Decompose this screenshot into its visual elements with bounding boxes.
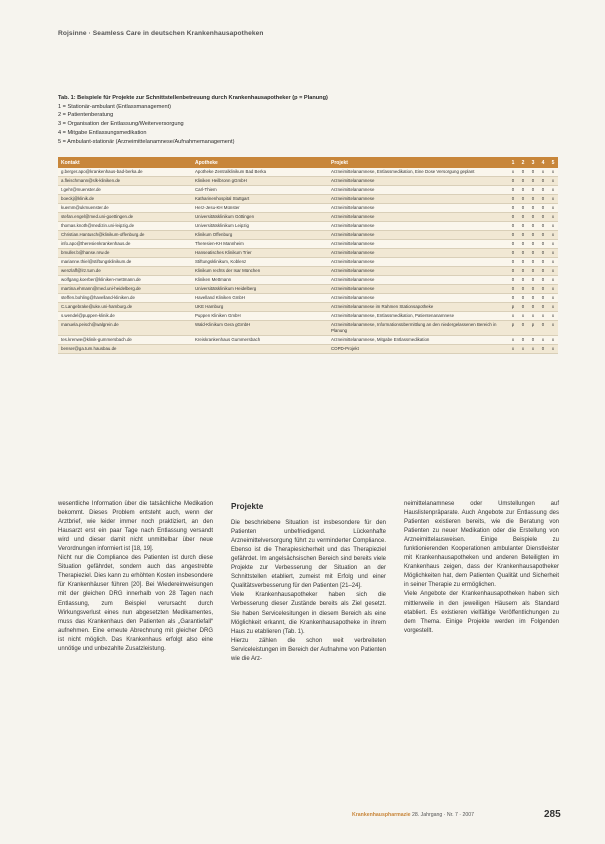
table-row bbox=[58, 267, 558, 276]
table-cell: Arzneimittelanamnese bbox=[328, 258, 508, 267]
table-cell: info.apo@theresienkrankenhaus.de bbox=[58, 240, 192, 249]
table-cell: x bbox=[548, 321, 558, 336]
table-cell: martina.ehmann@med.uni-heidelberg.de bbox=[58, 285, 192, 294]
table-cell: 0 bbox=[538, 204, 548, 213]
table-cell: 0 bbox=[508, 177, 518, 186]
column-header: 2 bbox=[518, 157, 528, 168]
table-cell: x bbox=[538, 168, 548, 177]
table-cell: 0 bbox=[528, 249, 538, 258]
column-header: 5 bbox=[548, 157, 558, 168]
table-cell: x bbox=[548, 267, 558, 276]
table-cell: boeckj@klinik.de bbox=[58, 195, 192, 204]
paragraph: Nicht nur die Compliance des Patienten ist durch diese Situation gefährdet, sondern auch das angestrebte Therapieziel. Dies kann zu erhöhten Kosten insbesondere für Krankenhäuser führen [20]. Bei Wiedereinweisungen mit der gleichen DRG innerhalb von 28 Tagen nach Entlassung, zum Beispiel verursacht durch Wirkungsverlust eines nun abgesetzten Medikamentes, muss das Krankenhaus den Patienten als „Garantiefall“ aufnehmen. Eine erneute Abrechnung mit gleicher DRG ist nicht möglich. Das Krankenhaus erfolgt also eine unnötige und unbezahlte Zusatzleistung. bbox=[58, 555, 213, 652]
table-cell: x bbox=[548, 186, 558, 195]
table-cell: x bbox=[528, 312, 538, 321]
table-caption bbox=[58, 94, 558, 146]
table-cell: Herz-Jesu-KH Münster bbox=[192, 204, 328, 213]
table-cell: s.wendel@puppen-klinik.de bbox=[58, 312, 192, 321]
table-cell: 0 bbox=[518, 294, 528, 303]
table-cell: 0 bbox=[528, 177, 538, 186]
table-cell: 0 bbox=[528, 303, 538, 312]
text-column-1 bbox=[58, 500, 213, 654]
table-cell: x bbox=[548, 276, 558, 285]
table-cell: 0 bbox=[528, 267, 538, 276]
table-cell: benser@ga.tum.hausbau.de bbox=[58, 345, 192, 354]
paragraph: neimittelanamnese oder Umstellungen auf Hauslistenpräparate. Auch Angebote zur Entlassung des Patienten existieren bereits, wie die Beratung von Patienten zu neuer Medikation oder die Erstellung von Arzneimittelausweisen. Einige Beispiele zu funktionierenden Kooperationen ambulanter Dienstleister mit Krankenhausapotheken und anderen Beteiligten im Krankenhaus zeigen, dass der Krankenhausapotheker Möglichkeiten hat, dem Patienten Qualität und Sicherheit in seiner Therapie zu ermöglichen. bbox=[404, 501, 559, 589]
table-row bbox=[58, 336, 558, 345]
table-cell: bmuller.b@hanse.nrw.de bbox=[58, 249, 192, 258]
table-cell: x bbox=[548, 195, 558, 204]
table-cell: 0 bbox=[518, 213, 528, 222]
table-row bbox=[58, 285, 558, 294]
table-cell: Universitätsklinikum Göttingen bbox=[192, 213, 328, 222]
table-cell: 0 bbox=[538, 213, 548, 222]
table-cell: 0 bbox=[528, 186, 538, 195]
table-cell: tes.krenwe@klinik-gummersbach.de bbox=[58, 336, 192, 345]
table-cell: 0 bbox=[538, 240, 548, 249]
table-cell: Arzneimittelanamnese bbox=[328, 267, 508, 276]
legend-line: 3 = Organisation der Entlassung/Weiterversorgung bbox=[58, 121, 184, 128]
table-cell: 0 bbox=[538, 321, 548, 336]
table-cell: 0 bbox=[508, 204, 518, 213]
table-cell: 0 bbox=[508, 249, 518, 258]
table-cell: Arzneimittelanamnese bbox=[328, 186, 508, 195]
table-cell: x bbox=[548, 336, 558, 345]
table-cell: 0 bbox=[518, 195, 528, 204]
legend-line: 4 = Mitgabe Entlassungsmedikation bbox=[58, 129, 147, 136]
text-column-2 bbox=[231, 500, 386, 664]
table-cell: Arzneimittelanamnese, Informationsübermittlung an den niedergelassenen Bereich in Planung bbox=[328, 321, 508, 336]
table-cell: x bbox=[548, 177, 558, 186]
table-cell: 0 bbox=[518, 276, 528, 285]
table-cell: Arzneimittelanamnese bbox=[328, 204, 508, 213]
table-cell: 0 bbox=[518, 177, 528, 186]
table-row bbox=[58, 258, 558, 267]
table-row bbox=[58, 240, 558, 249]
paragraph: Die beschriebene Situation ist insbesondere für den Patienten unbefriedigend. Lückenhafte Arzneimittelversorgung führt zu verminderter Compliance. Ebenso ist die Therapiesicherheit und das Therapieziel gefährdet. Im angelsächsischen Bereich sind bereits viele Projekte zur Verbesserung der Situation an der Schnittstellen etabliert, zumeist mit Erfolg und einer Qualitätsverbesserung für den Patienten [21–24]. bbox=[231, 520, 386, 590]
table-cell: 0 bbox=[518, 285, 528, 294]
table-cell: 0 bbox=[538, 276, 548, 285]
column-header: Apotheke bbox=[192, 157, 328, 168]
table-cell: Arzneimittelanamnese bbox=[328, 177, 508, 186]
table-cell: Arzneimittelanamnese, Entlassmedikation, Eine Dose Versorgung geplant bbox=[328, 168, 508, 177]
table-cell: wenzlaff@lrz.tum.de bbox=[58, 267, 192, 276]
table-cell: 0 bbox=[538, 285, 548, 294]
table-cell: 0 bbox=[508, 195, 518, 204]
table-cell: 0 bbox=[508, 294, 518, 303]
table-row bbox=[58, 312, 558, 321]
table-cell: thomas.knoth@medizin.uni-leipzig.de bbox=[58, 222, 192, 231]
running-header: Rojsinne · Seamless Care in deutschen Krankenhausapotheken bbox=[58, 30, 264, 37]
table-cell: C.Langebrake@uke.uni-hamburg.de bbox=[58, 303, 192, 312]
text-column-3 bbox=[404, 500, 559, 636]
table-cell: COPD-Projekt bbox=[328, 345, 508, 354]
table-cell: p bbox=[528, 321, 538, 336]
table-title: Tab. 1: Beispiele für Projekte zur Schnittstellenbetreuung durch Krankenhausapotheker (p = Planung) bbox=[58, 95, 328, 101]
table-row bbox=[58, 195, 558, 204]
table-cell: 0 bbox=[528, 276, 538, 285]
column-header: 1 bbox=[508, 157, 518, 168]
table-cell: 0 bbox=[518, 336, 528, 345]
table-cell: 0 bbox=[538, 303, 548, 312]
projects-table bbox=[58, 157, 558, 354]
table-cell bbox=[192, 345, 328, 354]
table-cell: 0 bbox=[518, 231, 528, 240]
table-cell: Carl-Thiem bbox=[192, 186, 328, 195]
paragraph: Viele Angebote der Krankenhausapotheken haben sich mittlerweile in den jeweiligen Häusern als Standard etabliert. Es existieren vielfältige Veröffentlichungen zu dem Thema. Einige Projekte werden im Folgenden vorgestellt. bbox=[404, 591, 559, 634]
table-cell: Kliniken Heilbronn gGmbH bbox=[192, 177, 328, 186]
table-cell: 0 bbox=[538, 231, 548, 240]
table-cell: 0 bbox=[538, 177, 548, 186]
table-cell: 0 bbox=[508, 285, 518, 294]
table-cell: x bbox=[518, 345, 528, 354]
table-cell: 0 bbox=[528, 336, 538, 345]
table-cell: x bbox=[548, 213, 558, 222]
legend-line: 5 = Ambulant-stationär (Arzneimittelanamnese/Aufnahmemanagement) bbox=[58, 138, 235, 145]
table-cell: t.gehr@muenster.de bbox=[58, 186, 192, 195]
table-cell: x bbox=[548, 204, 558, 213]
table-cell: 0 bbox=[528, 294, 538, 303]
table-cell: Kliniken Mettmann bbox=[192, 276, 328, 285]
table-cell: Arzneimittelanamnese bbox=[328, 276, 508, 285]
table-cell: x bbox=[538, 336, 548, 345]
table-cell: 0 bbox=[528, 258, 538, 267]
table-cell: x bbox=[548, 258, 558, 267]
section-heading-projekte: Projekte bbox=[231, 502, 264, 511]
table-cell: UKE Hamburg bbox=[192, 303, 328, 312]
table-cell: 0 bbox=[508, 186, 518, 195]
table-cell: x bbox=[508, 345, 518, 354]
paragraph: wesentliche Information über die tatsächliche Medikation bekommt. Dieses Problem entsteht auch, wenn der Arztbrief, wie leider immer noch praktiziert, an den Hausarzt erst ein paar Tage nach Entlassung versandt wird und dieser damit nicht unmittelbar über neue Verordnungen informiert ist [18, 19]. bbox=[58, 501, 213, 553]
table-cell: 0 bbox=[528, 213, 538, 222]
page-footer bbox=[352, 809, 562, 820]
table-cell: 0 bbox=[528, 204, 538, 213]
table-row bbox=[58, 168, 558, 177]
table-cell: 0 bbox=[538, 195, 548, 204]
table-cell: 0 bbox=[528, 195, 538, 204]
table-row bbox=[58, 294, 558, 303]
table-cell: 0 bbox=[508, 213, 518, 222]
table-cell: 0 bbox=[528, 222, 538, 231]
journal-name: Krankenhauspharmazie bbox=[352, 812, 411, 818]
table-cell: x bbox=[518, 312, 528, 321]
table-cell: 0 bbox=[518, 168, 528, 177]
column-header: 3 bbox=[528, 157, 538, 168]
column-header: Kontakt bbox=[58, 157, 192, 168]
table-cell: Arzneimittelanamnese bbox=[328, 231, 508, 240]
table-cell: manuela.peisch@walgrein.de bbox=[58, 321, 192, 336]
table-cell: 0 bbox=[538, 345, 548, 354]
table-cell: Arzneimittelanamnese bbox=[328, 213, 508, 222]
table-cell: 0 bbox=[508, 258, 518, 267]
table-cell: x bbox=[548, 249, 558, 258]
table-cell: x bbox=[508, 336, 518, 345]
table-cell: Arzneimittelanamnese bbox=[328, 285, 508, 294]
table-row bbox=[58, 345, 558, 354]
table-cell: Arzneimittelanamnese im Rahmen Stationsapotheke bbox=[328, 303, 508, 312]
table-cell: Arzneimittelanamnese bbox=[328, 249, 508, 258]
table-body bbox=[58, 168, 558, 354]
page-number: 285 bbox=[544, 809, 561, 820]
table-cell: p bbox=[508, 321, 518, 336]
table-row bbox=[58, 186, 558, 195]
table-cell: Arzneimittelanamnese, Mitgabe Entlassmedikation bbox=[328, 336, 508, 345]
table-cell: 0 bbox=[518, 249, 528, 258]
table-cell: 0 bbox=[508, 231, 518, 240]
table-cell: x bbox=[548, 168, 558, 177]
table-row bbox=[58, 303, 558, 312]
table-cell: Arzneimittelanamnese bbox=[328, 195, 508, 204]
table-cell: 0 bbox=[528, 231, 538, 240]
table-cell: 0 bbox=[508, 267, 518, 276]
table-cell: Arzneimittelanamnese bbox=[328, 240, 508, 249]
table-cell: x bbox=[508, 312, 518, 321]
table-cell: 0 bbox=[518, 222, 528, 231]
table-cell: 0 bbox=[518, 303, 528, 312]
table-cell: g.berger.apo@krankenhaus-bad-berka.de bbox=[58, 168, 192, 177]
table-cell: Apotheke Zentralklinikum Bad Berka bbox=[192, 168, 328, 177]
table-cell: Arzneimittelanamnese bbox=[328, 222, 508, 231]
table-row bbox=[58, 222, 558, 231]
table-legend bbox=[58, 103, 558, 147]
table-cell: Klinikum Offenburg bbox=[192, 231, 328, 240]
table-cell: 0 bbox=[508, 276, 518, 285]
table-cell: 0 bbox=[538, 258, 548, 267]
table-cell: Kreiskrankenhaus Gummersbach bbox=[192, 336, 328, 345]
table-cell: x bbox=[508, 168, 518, 177]
table-cell: 0 bbox=[508, 240, 518, 249]
table-cell: x bbox=[548, 312, 558, 321]
table-cell: Stiftungsklinikum, Koblenz bbox=[192, 258, 328, 267]
table-cell: 0 bbox=[508, 222, 518, 231]
paragraph: Viele Krankenhausapotheker haben sich die Verbesserung dieser Zustände bereits als Ziel gesetzt. Sie haben Servicelesitungen in diesem Bereich als eine Möglichkeit erkannt, die Krankenhausapotheke in ihrem Haus zu etablieren (Tab. 1). bbox=[231, 592, 386, 635]
table-cell: 0 bbox=[528, 285, 538, 294]
legend-line: 2 = Patientenberatung bbox=[58, 112, 114, 119]
table-cell: 0 bbox=[518, 321, 528, 336]
table-cell: Klinikum rechts der Isar München bbox=[192, 267, 328, 276]
table-cell: p bbox=[508, 303, 518, 312]
table-cell: wolfgang.koerber@kliniken-mettmann.de bbox=[58, 276, 192, 285]
table-cell: 0 bbox=[538, 222, 548, 231]
table-cell: 0 bbox=[538, 267, 548, 276]
table-cell: 0 bbox=[538, 186, 548, 195]
table-cell: Hanseatisches Klinikum Trier bbox=[192, 249, 328, 258]
table-cell: x bbox=[548, 240, 558, 249]
table-row bbox=[58, 213, 558, 222]
column-header: Projekt bbox=[328, 157, 508, 168]
table-cell: x bbox=[548, 285, 558, 294]
table-cell: 0 bbox=[518, 204, 528, 213]
table-row bbox=[58, 321, 558, 336]
table-cell: a.fleischmann@slk-kliniken.de bbox=[58, 177, 192, 186]
table-cell: Havelland Kliniken GmbH bbox=[192, 294, 328, 303]
table-cell: marianne.thiel@stiftungsklinikum.de bbox=[58, 258, 192, 267]
table-cell: 0 bbox=[538, 249, 548, 258]
table-cell: x bbox=[548, 222, 558, 231]
table-cell: 0 bbox=[518, 267, 528, 276]
table-cell: Theresien-KH Mannheim bbox=[192, 240, 328, 249]
table-header-row bbox=[58, 157, 558, 168]
table-row bbox=[58, 177, 558, 186]
table-row bbox=[58, 204, 558, 213]
table-cell: x bbox=[538, 312, 548, 321]
table-cell: x bbox=[528, 345, 538, 354]
table-cell: Universitätsklinikum Heidelberg bbox=[192, 285, 328, 294]
table-cell: Puppen Kliniken GmbH bbox=[192, 312, 328, 321]
table-cell: steffen.bohling@havelland-kliniken.de bbox=[58, 294, 192, 303]
table-cell: 0 bbox=[528, 168, 538, 177]
table-cell: 0 bbox=[518, 258, 528, 267]
table-cell: Katharinenhospital Stuttgart bbox=[192, 195, 328, 204]
legend-line: 1 = Stationär-ambulant (Entlassmanagement) bbox=[58, 103, 172, 110]
column-header: 4 bbox=[538, 157, 548, 168]
table-cell: Arzneimittelanamnese bbox=[328, 294, 508, 303]
table-cell: Universitätsklinikum Leipzig bbox=[192, 222, 328, 231]
table-cell: 0 bbox=[538, 294, 548, 303]
table-cell: x bbox=[548, 345, 558, 354]
table-row bbox=[58, 231, 558, 240]
table-cell: 0 bbox=[528, 240, 538, 249]
table-cell: stefan.engel@med.uni-goettingen.de bbox=[58, 213, 192, 222]
paragraph: Hierzu zählen die schon weit verbreiteten Serviceleistungen im Bereich der Aufnahme von Patienten wie die Arz- bbox=[231, 637, 386, 662]
issue-info: 28. Jahrgang · Nr. 7 · 2007 bbox=[411, 812, 474, 818]
table-cell: x bbox=[548, 231, 558, 240]
table-cell: x bbox=[548, 303, 558, 312]
table-cell: Wald-Klinikum Gera gGmbH bbox=[192, 321, 328, 336]
table-cell: 0 bbox=[518, 240, 528, 249]
table-row bbox=[58, 249, 558, 258]
table-cell: Christian.Hantusch@klinikum-offenburg.de bbox=[58, 231, 192, 240]
table-cell: Arzneimittelanamnese, Entlassmedikation, Patientenanamnese bbox=[328, 312, 508, 321]
table-cell: x bbox=[548, 294, 558, 303]
table-cell: 0 bbox=[518, 186, 528, 195]
table-row bbox=[58, 276, 558, 285]
table-cell: kuemm@ukmuenster.de bbox=[58, 204, 192, 213]
